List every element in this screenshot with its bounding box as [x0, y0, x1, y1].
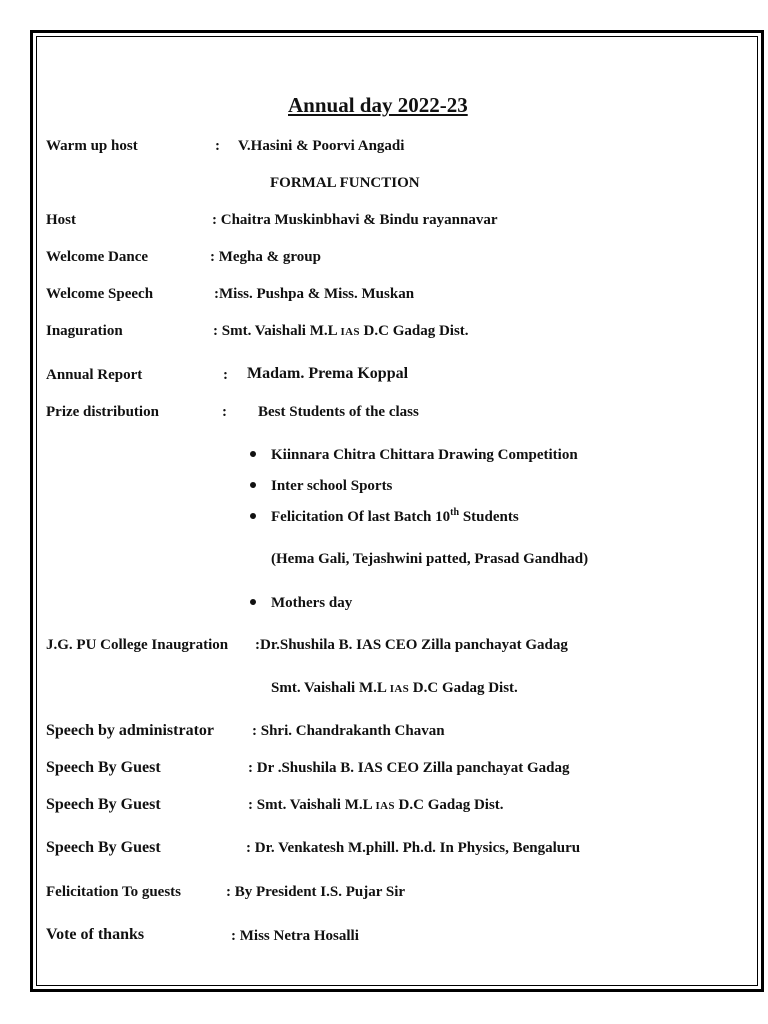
row-colon-annual-report: :: [223, 367, 228, 383]
row-label-welcome-speech: Welcome Speech: [46, 286, 154, 302]
row-label-annual-report: Annual Report: [46, 367, 143, 383]
row-colon-prize-distribution: :: [222, 404, 227, 420]
row-value-welcome-dance: : Megha & group: [210, 249, 321, 265]
bullet-item-sports: Inter school Sports: [271, 478, 393, 494]
bullet-item-drawing: Kiinnara Chitra Chittara Drawing Competition: [271, 447, 578, 463]
warmup-label: Warm up host: [46, 138, 138, 154]
warmup-value: V.Hasini & Poorvi Angadi: [238, 138, 405, 154]
document-title: Annual day 2022-23: [288, 93, 468, 117]
guest-label: Speech By Guest: [46, 759, 161, 776]
row-label-welcome-dance: Welcome Dance: [46, 249, 149, 265]
guest-value: : Dr .Shushila B. IAS CEO Zilla panchayat Gadag: [248, 760, 570, 776]
guest-label: Speech By Guest: [46, 839, 161, 856]
bullet-icon: [250, 513, 256, 519]
vote-label: Vote of thanks: [46, 926, 145, 943]
speech-admin-value: : Shri. Chandrakanth Chavan: [252, 723, 445, 739]
row-value-inaguration: : Smt. Vaishali M.L IAS D.C Gadag Dist.: [213, 323, 469, 339]
vote-value: : Miss Netra Hosalli: [231, 928, 359, 944]
guest-value: : Smt. Vaishali M.L IAS D.C Gadag Dist.: [248, 797, 504, 813]
bullet-icon: [250, 599, 256, 605]
row-value-annual-report: Madam. Prema Koppal: [247, 365, 409, 382]
section-heading: FORMAL FUNCTION: [270, 175, 420, 191]
bullet-note: (Hema Gali, Tejashwini patted, Prasad Gandhad): [271, 551, 589, 567]
felicitation-value: : By President I.S. Pujar Sir: [226, 884, 406, 900]
row-value-host: : Chaitra Muskinbhavi & Bindu rayannavar: [212, 212, 498, 228]
guest-value: : Dr. Venkatesh M.phill. Ph.d. In Physics, Bengaluru: [246, 840, 581, 856]
bullet-item-mothers-day: Mothers day: [271, 595, 353, 611]
bullet-icon: [250, 451, 256, 457]
bullet-item-felicitation: Felicitation Of last Batch 10th Students: [271, 507, 519, 525]
speech-admin-label: Speech by administrator: [46, 722, 214, 739]
jg-label: J.G. PU College Inaugration: [46, 637, 229, 653]
row-label-prize-distribution: Prize distribution: [46, 404, 159, 420]
jg-value-line2: Smt. Vaishali M.L IAS D.C Gadag Dist.: [271, 680, 518, 696]
row-value-prize-distribution: Best Students of the class: [258, 404, 419, 420]
row-value-welcome-speech: :Miss. Pushpa & Miss. Muskan: [214, 286, 415, 302]
row-label-inaguration: Inaguration: [46, 323, 123, 339]
bullet-icon: [250, 482, 256, 488]
row-label-host: Host: [46, 212, 76, 228]
jg-value: :Dr.Shushila B. IAS CEO Zilla panchayat Gadag: [255, 637, 568, 653]
felicitation-label: Felicitation To guests: [46, 884, 182, 900]
warmup-colon: :: [215, 138, 220, 154]
guest-label: Speech By Guest: [46, 796, 161, 813]
